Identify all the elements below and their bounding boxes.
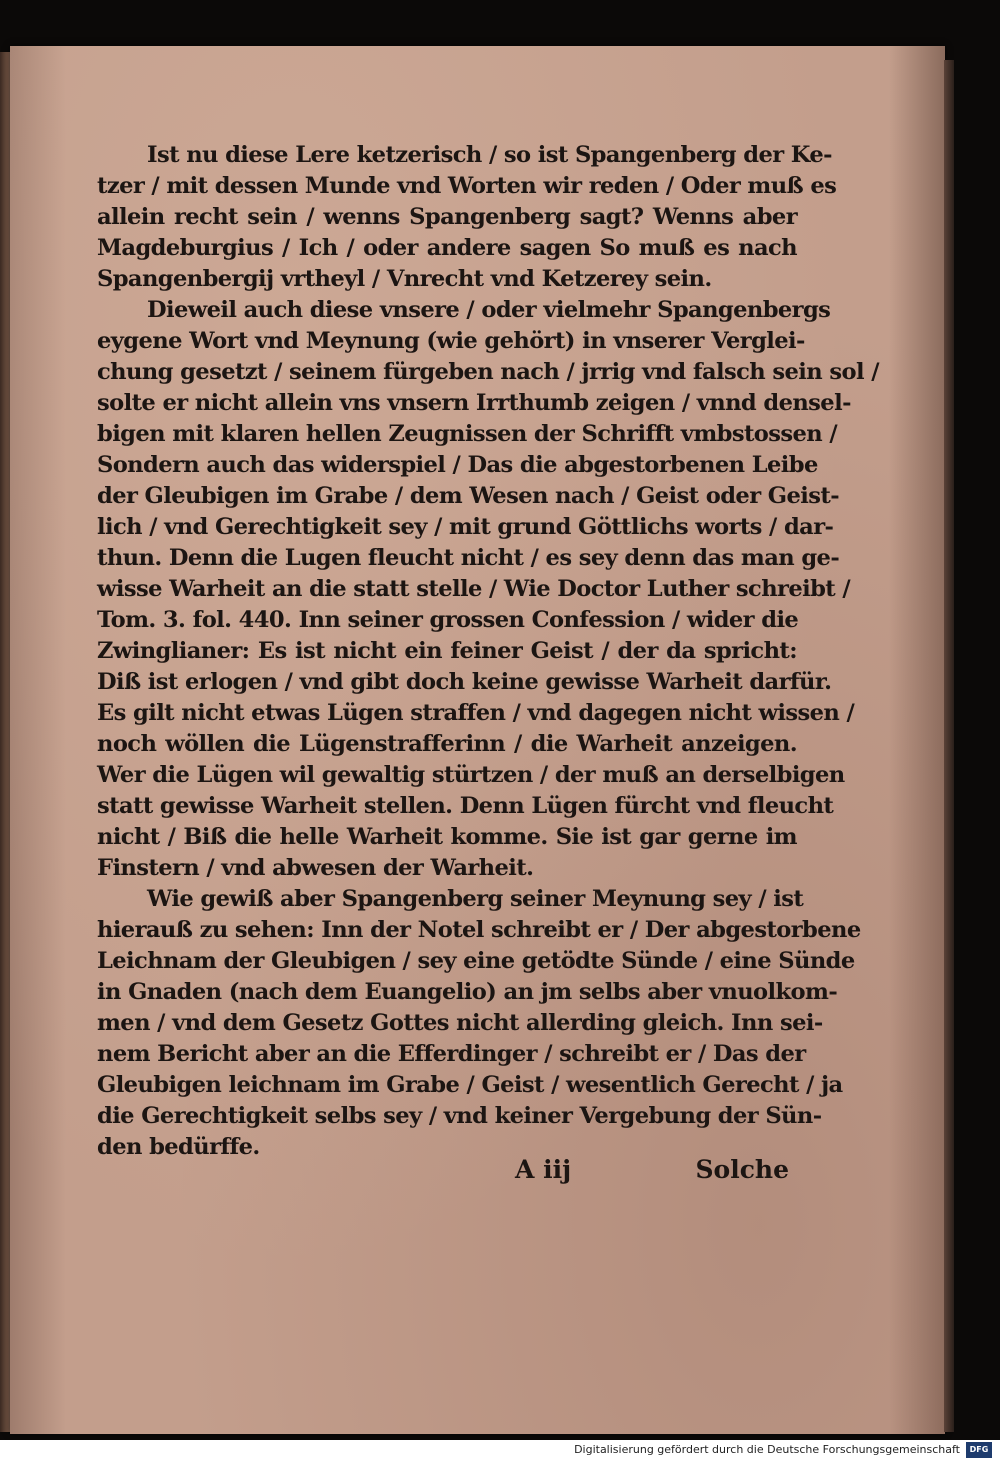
text-line: wisse Warheit an die statt stelle / Wie Doctor Luther schreibt / [97, 576, 851, 602]
text-line: lich / vnd Gerechtigkeit sey / mit grund Göttlichs worts / dar- [97, 514, 834, 540]
text-line: Es gilt nicht etwas Lügen straffen / vnd dagegen nicht wissen / [97, 700, 855, 726]
text-line: chung gesetzt / seinem fürgeben nach / jrrig vnd falsch sein sol / [97, 359, 879, 385]
text-line: tzer / mit dessen Munde vnd Worten wir reden / Oder muß es [97, 173, 837, 199]
text-line: Magdeburgius / Ich / oder andere sagen So muß es nach [97, 235, 797, 261]
text-line: men / vnd dem Gesetz Gottes nicht allerding gleich. Inn sei- [97, 1010, 823, 1036]
text-line: eygene Wort vnd Meynung (wie gehört) in vnserer Verglei- [97, 328, 805, 354]
text-line: Finstern / vnd abwesen der Warheit. [97, 855, 534, 881]
signature-mark: A iij [515, 1155, 572, 1184]
text-line: Diß ist erlogen / vnd gibt doch keine gewisse Warheit darfür. [97, 669, 832, 695]
text-line: der Gleubigen im Grabe / dem Wesen nach / Geist oder Geist- [97, 483, 839, 509]
text-line: Wer die Lügen wil gewaltig stürtzen / der muß an derselbigen [97, 762, 845, 788]
text-line: Zwinglianer: Es ist nicht ein feiner Geist / der da spricht: [97, 638, 797, 664]
text-line: Tom. 3. fol. 440. Inn seiner grossen Confession / wider die [97, 607, 799, 633]
text-line: in Gnaden (nach dem Euangelio) an jm selbs aber vnuolkom- [97, 979, 838, 1005]
page-edge-shadow [944, 60, 954, 1432]
text-line: Dieweil auch diese vnsere / oder vielmehr Spangenbergs [147, 297, 831, 323]
text-line: Sondern auch das widerspiel / Das die abgestorbenen Leibe [97, 452, 818, 478]
text-line: Wie gewiß aber Spangenberg seiner Meynung sey / ist [147, 886, 804, 912]
text-line: nicht / Biß die helle Warheit komme. Sie ist gar gerne im [97, 824, 797, 850]
text-line: statt gewisse Warheit stellen. Denn Lügen fürcht vnd fleucht [97, 793, 834, 819]
text-line: nem Bericht aber an die Efferdinger / schreibt er / Das der [97, 1041, 806, 1067]
text-line: Ist nu diese Lere ketzerisch / so ist Spangenberg der Ke- [147, 142, 832, 168]
credit-bar [0, 1440, 1000, 1461]
text-line: Gleubigen leichnam im Grabe / Geist / wesentlich Gerecht / ja [97, 1072, 843, 1098]
text-line: hierauß zu sehen: Inn der Notel schreibt er / Der abgestorbene [97, 917, 861, 943]
text-line: Leichnam der Gleubigen / sey eine getödte Sünde / eine Sünde [97, 948, 855, 974]
catchword: Solche [695, 1155, 789, 1184]
body-text [97, 140, 879, 1163]
text-line: thun. Denn die Lugen fleucht nicht / es sey denn das man ge- [97, 545, 840, 571]
text-line: noch wöllen die Lügenstrafferinn / die Warheit anzeigen. [97, 731, 797, 757]
text-line: die Gerechtigkeit selbs sey / vnd keiner Vergebung der Sün- [97, 1103, 822, 1129]
dfg-logo: DFG [966, 1442, 992, 1458]
text-line: solte er nicht allein vns vnsern Irrthumb zeigen / vnnd densel- [97, 390, 851, 416]
text-line: den bedürffe. [97, 1134, 260, 1160]
text-line: allein recht sein / wenns Spangenberg sagt? Wenns aber [97, 204, 797, 230]
text-line: Spangenbergij vrtheyl / Vnrecht vnd Ketzerey sein. [97, 266, 712, 292]
text-line: bigen mit klaren hellen Zeugnissen der Schrifft vmbstossen / [97, 421, 838, 447]
funding-credit: Digitalisierung gefördert durch die Deutsche Forschungsgemeinschaft [574, 1443, 960, 1456]
page-footer [97, 1155, 797, 1191]
